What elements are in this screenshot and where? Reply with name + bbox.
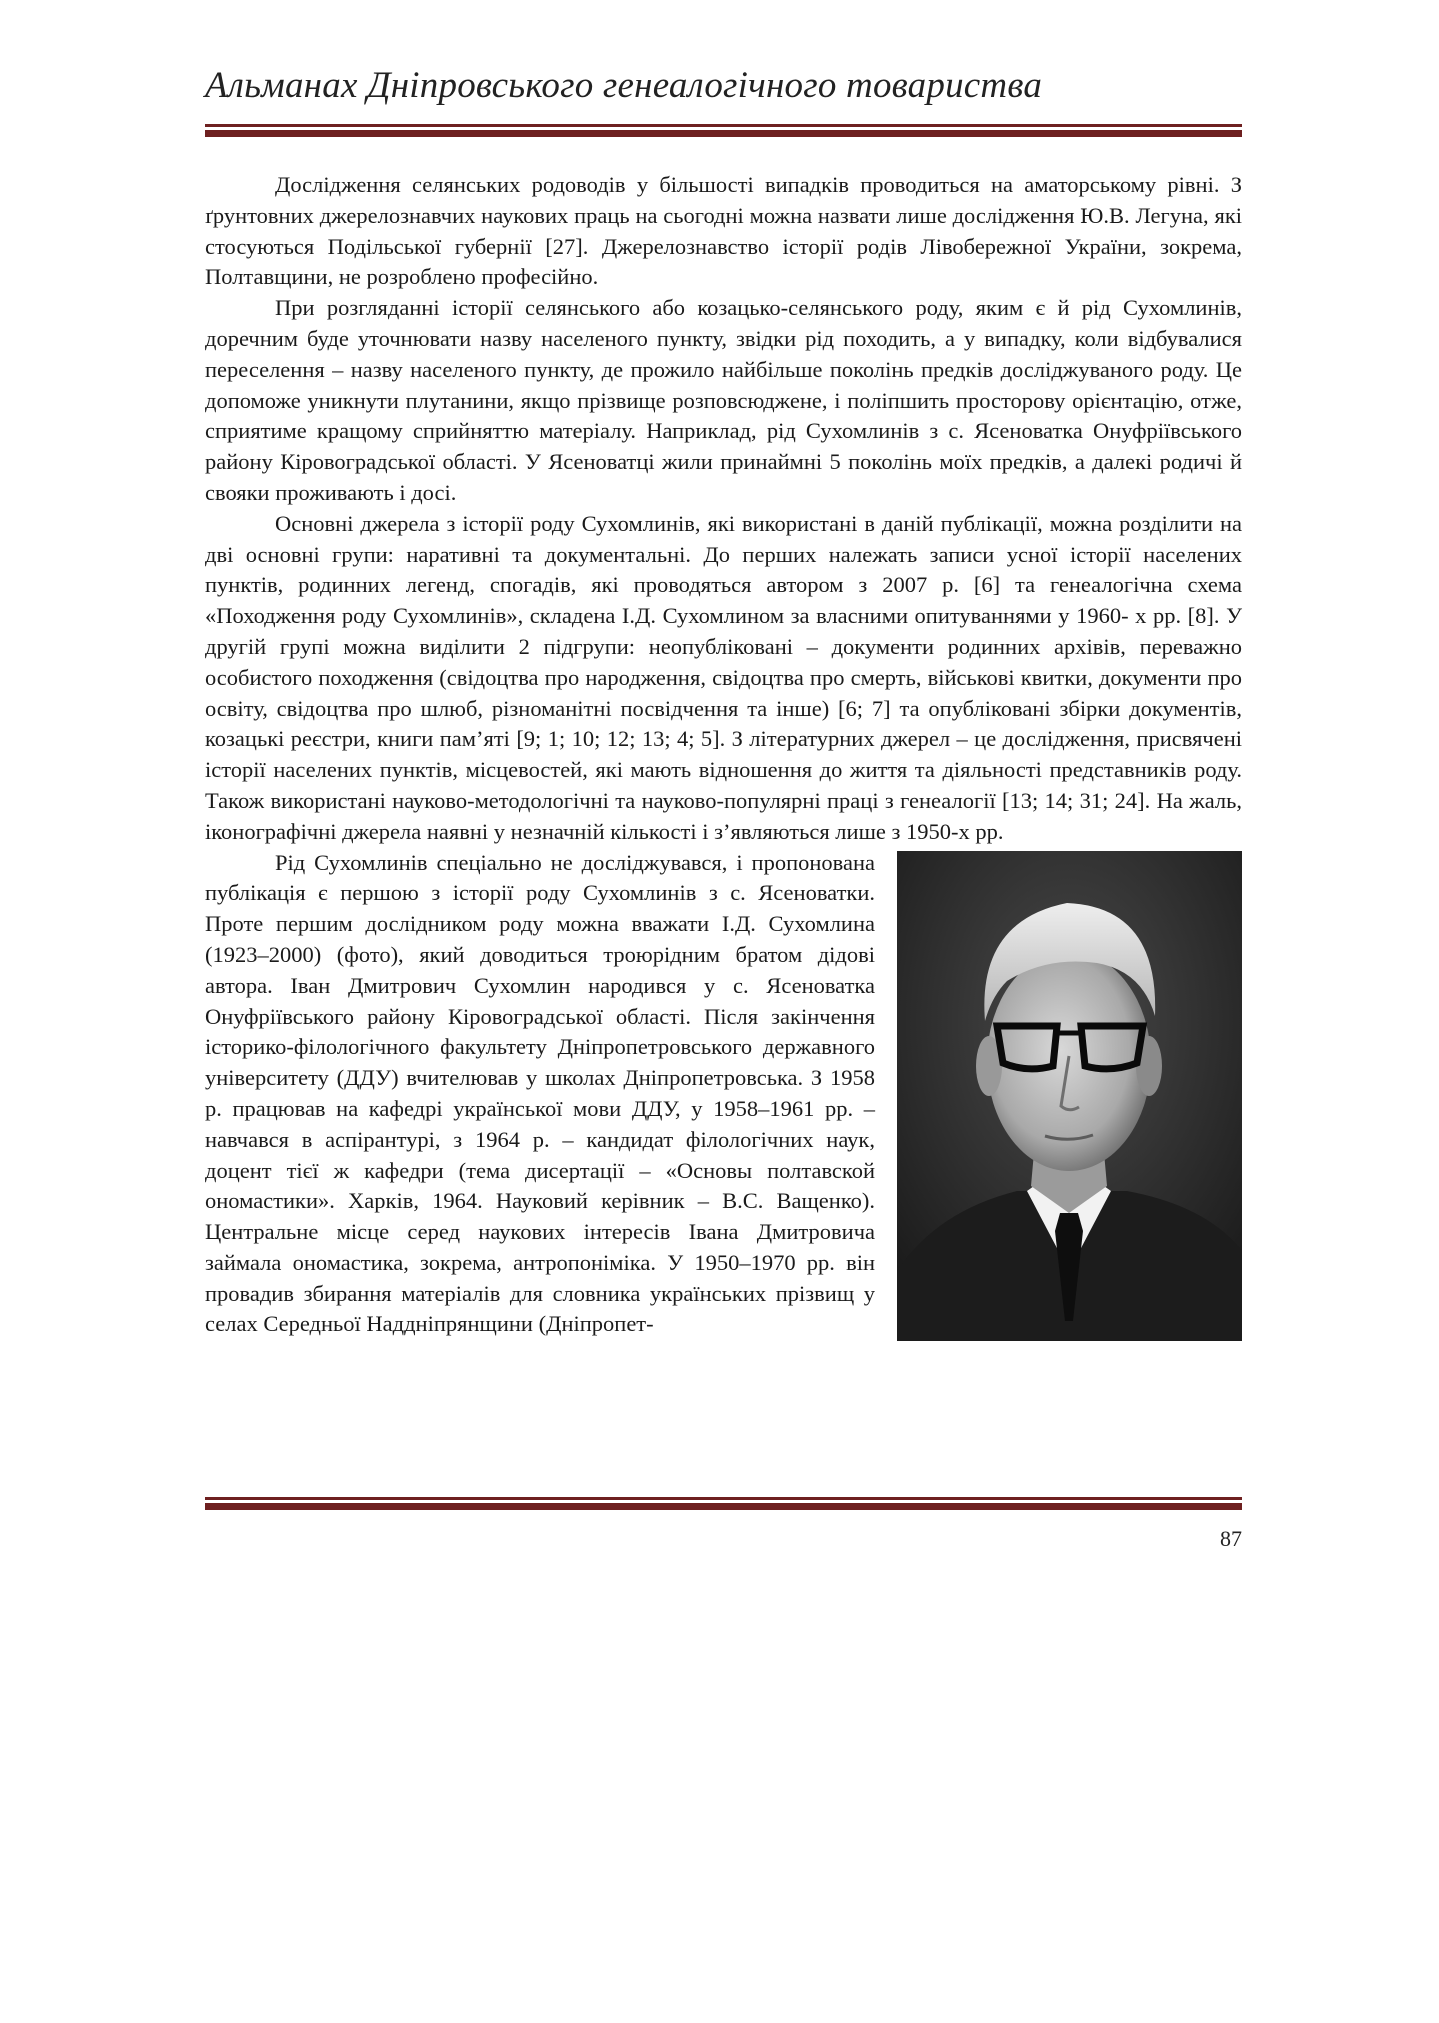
- portrait-image: [897, 851, 1242, 1341]
- article-body: [205, 170, 1242, 1347]
- paragraph: При розгляданні історії селянського або козацько-селянського роду, яким є й рід Сухомлинів, доречним буде уточнювати назву населеного пункту, звідки рід походить, а у випадку, коли відбувалися переселення – назву населеного пункту, де прожило найбільше поколінь предків досліджуваного роду. Це допоможе уникнути плутанини, якщо прізвище розповсюджене, і поліпшить просторову орієнтацію, отже, сприятиме кращому сприйняттю матеріалу. Наприклад, рід Сухомлинів з с. Ясеноватка Онуфріївського району Кіровоградської області. У Ясеноватці жили принаймні 5 поколінь моїх предків, а далекі родичі й свояки проживають і досі.: [205, 295, 1242, 505]
- paragraph: Основні джерела з історії роду Сухомлинів, які використані в даній публікації, можна розділити на дві основні групи: наративні та документальні. До перших належать записи усної історії населених пунктів, родинних легенд, спогадів, які проводяться автором з 2007 р. [6] та генеалогічна схема «Походження роду Сухомлинів», складена І.Д. Сухомлином за власними опитуваннями у 1960- х рр. [8]. У другій групі можна виділити 2 підгрупи: неопубліковані – документи родинних архівів, переважно особистого походження (свідоцтва про народження, свідоцтва про смерть, військові квитки, документи про освіту, свідоцтва про шлюб, різноманітні посвідчення та інше) [6; 7] та опубліковані збірки документів, козацькі реєстри, книги пам’яті [9; 1; 10; 12; 13; 4; 5]. З літературних джерел – це дослідження, присвячені історії населених пунктів, місцевостей, які мають відношення до життя та діяльності представників роду. Також використані науково-методологічні та науково-популярні праці з генеалогії [13; 14; 31; 24]. На жаль, іконографічні джерела наявні у незначній кількості і з’являються лише з 1950-х рр.: [205, 510, 1242, 844]
- almanac-title: Альманах Дніпровського генеалогічного товариства: [205, 65, 1043, 106]
- paragraph: Рід Сухомлинів спеціально не досліджувався, і пропонована публікація є першою з історії роду Сухомлинів з с. Ясеноватки. Проте першим дослідником роду можна вважати І.Д. Сухомлина (1923–2000) (фото), який доводиться троюрідним братом дідові автора. Іван Дмитрович Сухомлин народився у с. Ясеноватка Онуфріївського району Кіровоградської області. Після закінчення історико-філологічного факультету Дніпропетровського державного університету (ДДУ) вчителював у школах Дніпропетровська. З 1958 р. працював на кафедрі української мови ДДУ, у 1958–1961 рр. – навчався в аспірантурі, з 1964 р. – кандидат філологічних наук, доцент тієї ж кафедри (тема дисертації – «Основы полтавской ономастики». Харків, 1964. Науковий керівник – В.С. Ващенко). Центральне місце серед наукових інтересів Івана Дмитровича займала ономастика, зокрема, антропоніміка. У 1950–1970 рр. він провадив збирання матеріалів для словника українських прізвищ у селах Середньої Наддніпрянщини (Дніпропет-: [205, 849, 875, 1337]
- footer-divider: [205, 1497, 1242, 1510]
- paragraph: Дослідження селянських родоводів у більшості випадків проводиться на аматорському рівні. З ґрунтовних джерелознавчих наукових праць на сьогодні можна назвати лише дослідження Ю.В. Легуна, які стосуються Подільської губернії [27]. Джерелознавство історії родів Лівобережної України, зокрема, Полтавщини, не розроблено професійно.: [205, 172, 1242, 290]
- header-divider: [205, 124, 1242, 137]
- portrait-photo: [897, 851, 1242, 1341]
- page-number: 87: [1220, 1526, 1242, 1551]
